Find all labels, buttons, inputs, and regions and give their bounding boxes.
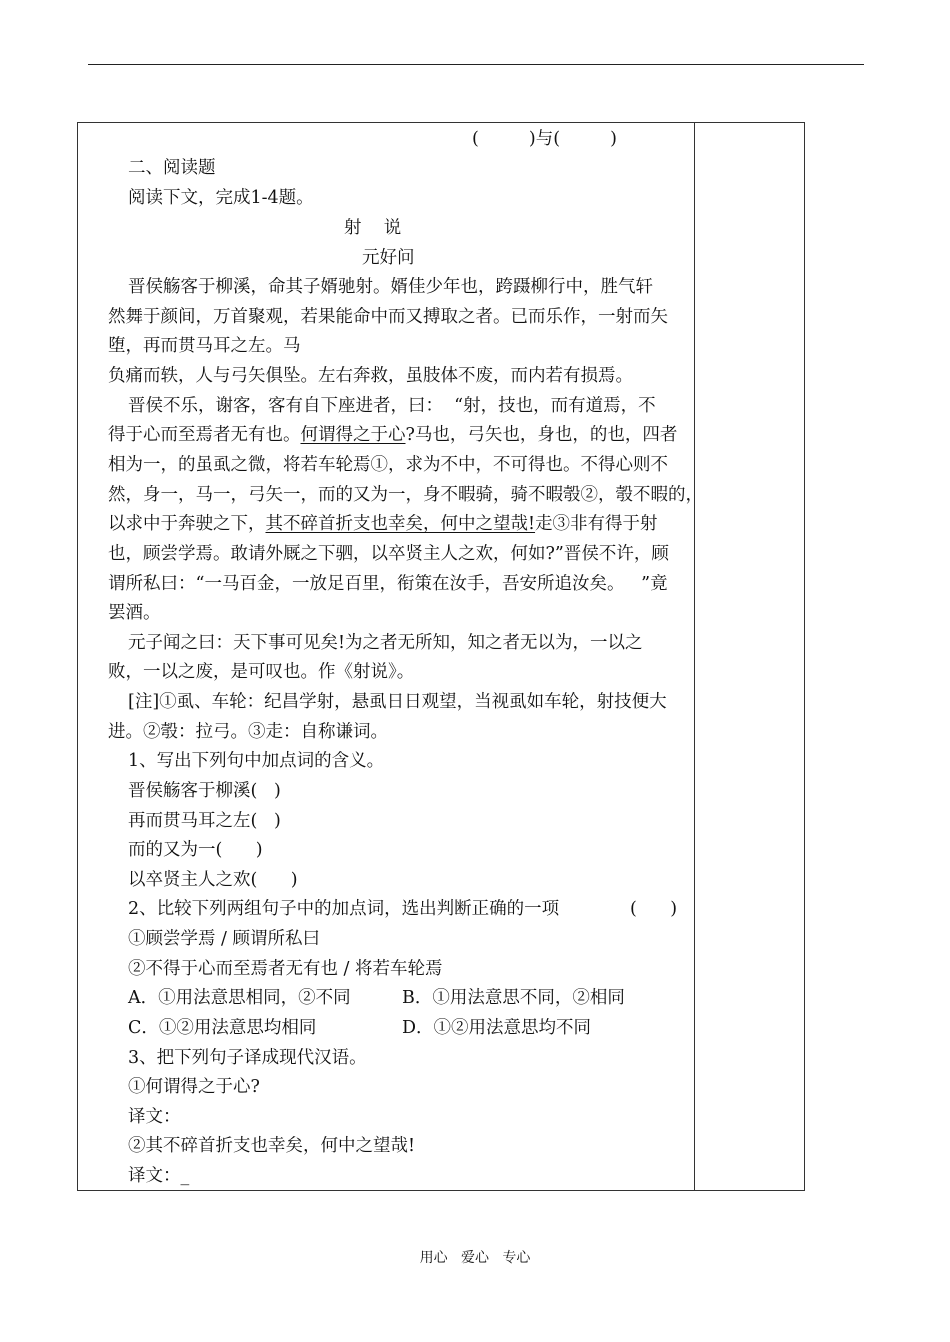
worksheet-table [77, 122, 805, 1191]
answer-bracket: ( ) [630, 899, 678, 919]
question-1-item: 而的又为一( ) [128, 840, 263, 860]
paragraph-line: 然，身一，马一，弓矢一，而的又为一，身不暇骑，骑不暇彀②，彀不暇的， [108, 485, 703, 505]
underlined-phrase: 何谓得之于心 [300, 425, 406, 445]
option-a: A．①用法意思相同，②不同 [128, 988, 351, 1008]
paragraph-line: 得于心而至焉者无有也。何谓得之于心?马也，弓矢也，身也，的也，四者 [108, 425, 678, 445]
question-1-prompt: 1、写出下列句中加点词的含义。 [128, 751, 385, 771]
question-2-prompt: 2、比较下列两组句子中的加点词，选出判断正确的一项 [128, 899, 560, 919]
paragraph-line: 晋侯不乐，谢客，客有自下座进者，曰： “射，技也，而有道焉，不 [128, 396, 656, 416]
note-line: [注]①虱、车轮：纪昌学射，悬虱日日观望，当视虱如车轮，射技便大 [128, 692, 667, 712]
paragraph-line: 堕，再而贯马耳之左。马 [108, 336, 301, 356]
translation-label: 译文：_ [128, 1166, 190, 1186]
column-divider [694, 123, 695, 1190]
page-footer: 用心 爱心 专心 [419, 1250, 531, 1266]
question-1-item: 以卒贤主人之欢( ) [128, 870, 298, 890]
question-1-item: 晋侯觞客于柳溪( ) [128, 781, 281, 801]
option-d: D．①②用法意思均不同 [402, 1018, 592, 1038]
paragraph-line: 也，顾尝学焉。敢请外厩之下驷，以卒贤主人之欢，何如?”晋侯不许，顾 [108, 544, 669, 564]
paragraph-line: 负痛而轶，人与弓矢俱坠。左右奔救，虽肢体不废，而内若有损焉。 [108, 366, 633, 386]
underlined-phrase: 其不碎首折支也幸矣，何中之望哉! [265, 514, 536, 534]
paragraph-line: 然舞于颜间，万首聚观，若果能命中而又搏取之者。已而乐作，一射而矢 [108, 307, 668, 327]
paragraph-line: 晋侯觞客于柳溪，命其子婿驰射。婿佳少年也，跨蹑柳行中，胜气轩 [128, 277, 653, 297]
question-1-item: 再而贯马耳之左( ) [128, 811, 281, 831]
paragraph-line: 相为一，的虽虱之微，将若车轮焉①，求为不中，不可得也。不得心则不 [108, 455, 668, 475]
paragraph-line: 败，一以之废，是可叹也。作《射说》。 [108, 662, 415, 682]
header-fragment: ( )与( ) [472, 129, 617, 149]
question-2-pair: ②不得于心而至焉者无有也 / 将若车轮焉 [128, 959, 443, 979]
option-c: C．①②用法意思均相同 [128, 1018, 317, 1038]
question-3-sentence: ②其不碎首折支也幸矣，何中之望哉! [128, 1136, 416, 1156]
instruction: 阅读下文，完成1-4题。 [128, 188, 314, 208]
paragraph-line: 罢酒。 [108, 603, 161, 623]
translation-label: 译文： [128, 1107, 181, 1127]
question-3-prompt: 3、把下列句子译成现代汉语。 [128, 1048, 367, 1068]
question-2-pair: ①顾尝学焉 / 顾谓所私曰 [128, 929, 321, 949]
article-author: 元好问 [362, 248, 415, 268]
question-3-sentence: ①何谓得之于心? [128, 1077, 260, 1097]
paragraph-line: 元子闻之曰：天下事可见矣!为之者无所知，知之者无以为，一以之 [128, 633, 643, 653]
paragraph-line: 谓所私曰：“一马百金，一放足百里，衔策在汝手，吾安所追汝矣。 ”竟 [108, 574, 668, 594]
note-line: 进。②彀：拉弓。③走：自称谦词。 [108, 722, 388, 742]
section-title: 二、阅读题 [128, 158, 216, 178]
article-title: 射 说 [344, 218, 402, 238]
paragraph-line: 以求中于奔驶之下，其不碎首折支也幸矣，何中之望哉!走③非有得于射 [108, 514, 658, 534]
header-rule [88, 64, 864, 65]
option-b: B．①用法意思不同，②相同 [402, 988, 625, 1008]
